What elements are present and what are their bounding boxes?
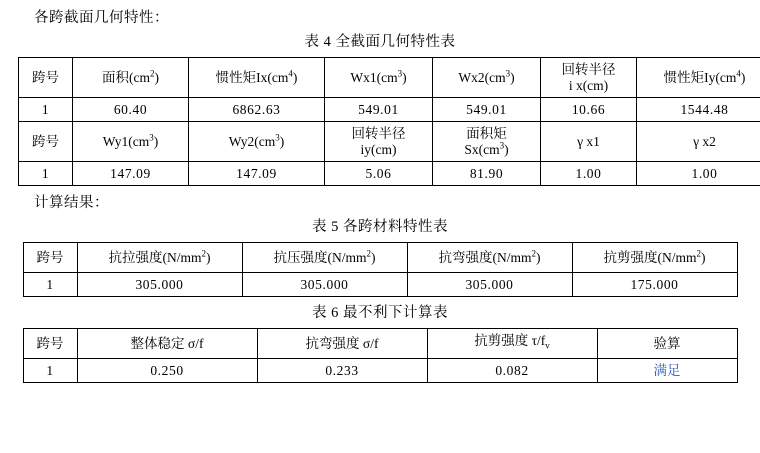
header-cell-radius-ix: 回转半径 i x(cm) [541,58,637,98]
header-cell-bending-strength: 抗弯强度$(N/mm^2)$ [407,243,572,273]
cell-span-no: 1 [23,359,77,383]
table-row [23,273,737,297]
cell-radius-iy: 5.06 [325,162,433,186]
cell-sx: 81.90 [433,162,541,186]
header-cell-shear-strength: 抗剪强度$(N/mm^2)$ [572,243,737,273]
header-cell-gamma-x1: γ x1 [541,122,637,162]
header-cell-tensile-strength: 抗拉强度$(N/mm^2)$ [77,243,242,273]
cell-tensile-strength: 305.000 [77,273,242,297]
header-cell-area: 面积$(cm^2)$ [73,58,189,98]
header-cell-ix: 惯性矩$Ix(cm^4)$ [189,58,325,98]
header-cell-overall-stability: 整体稳定 σ/f [77,329,257,359]
header-cell-gamma-x2: γ x2 [637,122,760,162]
table-row [19,58,760,98]
cell-gamma-x2: 1.00 [637,162,760,186]
cell-span-no-2: 1 [19,162,73,186]
cell-span-no: 1 [23,273,77,297]
header-cell-iy: 惯性矩$Iy(cm^4)$ [637,58,760,98]
table-row [19,122,760,162]
header-cell-wx1: $Wx1(cm^3)$ [325,58,433,98]
header-cell-wx2: $Wx2(cm^3)$ [433,58,541,98]
cell-check-result: 满足 [597,359,737,383]
table-row [19,162,760,186]
cell-bending-strength-ratio: 0.233 [257,359,427,383]
table5-caption: 表 5 各跨材料特性表 [312,219,448,235]
cell-wy1: 147.09 [73,162,189,186]
cell-wy2: 147.09 [189,162,325,186]
header-cell-span-no: 跨号 [23,243,77,273]
cell-radius-ix: 10.66 [541,98,637,122]
table4-caption: 表 4 全截面几何特性表 [304,34,456,50]
header-cell-shear-strength-ratio: 抗剪强度 $\tau/f_v$ [427,329,597,359]
cell-wx2: 549.01 [433,98,541,122]
header-cell-span-no-2: 跨号 [19,122,73,162]
cell-gamma-x1: 1.00 [541,162,637,186]
table-row [23,359,737,383]
table-5-material-properties [23,242,738,297]
cell-overall-stability: 0.250 [77,359,257,383]
header-cell-sx: 面积矩 $Sx(cm^3)$ [433,122,541,162]
table-row [23,329,737,359]
table-4-section-geometry [18,57,760,186]
table-row [23,243,737,273]
cell-iy: 1544.48 [637,98,760,122]
cell-area: 60.40 [73,98,189,122]
table6-caption: 表 6 最不利下计算表 [312,305,448,321]
header-cell-compressive-strength: 抗压强度$(N/mm^2)$ [242,243,407,273]
cell-ix: 6862.63 [189,98,325,122]
header-cell-bending-strength-ratio: 抗弯强度 σ/f [257,329,427,359]
cell-span-no: 1 [19,98,73,122]
header-cell-span-no: 跨号 [19,58,73,98]
header-cell-wy2: $Wy2(cm^3)$ [189,122,325,162]
intro-results-text: 计算结果： [34,195,109,211]
header-cell-wy1: $Wy1(cm^3)$ [73,122,189,162]
cell-shear-strength: 175.000 [572,273,737,297]
header-cell-check-result: 验算 [597,329,737,359]
cell-wx1: 549.01 [325,98,433,122]
cell-shear-strength-ratio: 0.082 [427,359,597,383]
header-cell-radius-iy: 回转半径 iy(cm) [325,122,433,162]
table-row [19,98,760,122]
intro-geometry-text: 各跨截面几何特性： [34,10,169,26]
cell-bending-strength: 305.000 [407,273,572,297]
cell-compressive-strength: 305.000 [242,273,407,297]
table-6-worst-case-calculation [23,328,738,383]
header-cell-span-no: 跨号 [23,329,77,359]
